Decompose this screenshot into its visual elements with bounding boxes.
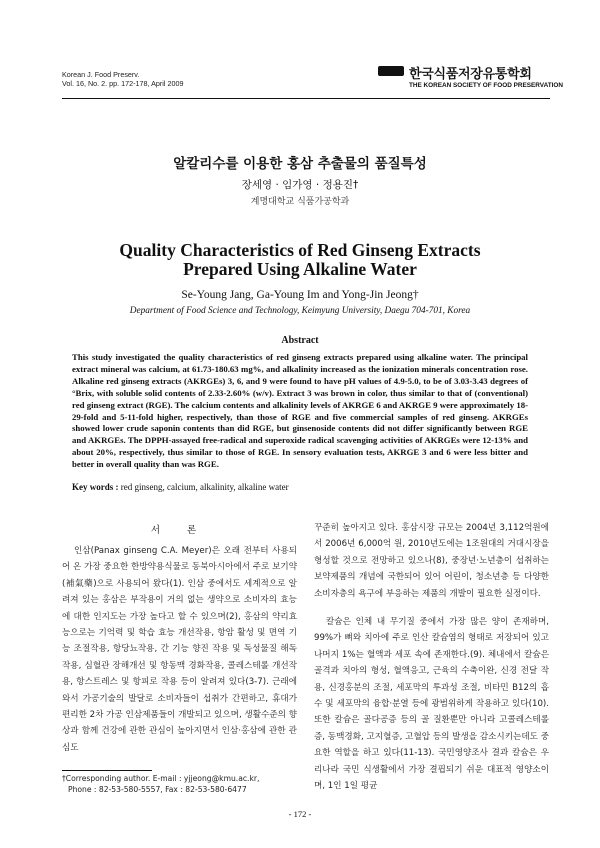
journal-name: Korean J. Food Preserv. [62, 70, 140, 79]
affiliation-korean: 계명대학교 식품가공학과 [250, 197, 350, 207]
affiliation-english: Department of Food Science and Technology, Keimyung University, Daegu 704-701, Korea [129, 306, 471, 316]
header-divider [62, 98, 550, 99]
footnote-divider [62, 770, 152, 771]
authors-korean: 장세영 · 임가영 · 정용진† [241, 179, 359, 191]
keywords [72, 482, 528, 492]
footnote-email: †Corresponding author. E-mail : yjjeong@kmu.ac.kr, [62, 774, 260, 783]
title-english [0, 241, 600, 279]
journal-volume: Vol. 16, No. 2. pp. 172-178, April 2009 [62, 79, 184, 88]
body-paragraph: 칼슘은 인체 내 무기질 중에서 가장 많은 양이 존재하며, 99%가 뼈와 치아에 주로 인산 칼슘염의 형태로 저장되어 있고 나머지 1%는 혈액과 세포 속에 존재한다.(9). 체내에서 칼슘은 골격과 치아의 형성, 혈액응고, 근육의 수축이완, 신경 전달 작용, 신경홍분의 조절, 세포막의 투과성 조절, 비타민 B12의 흡수 및 세포막의 융합·분열 등에 광범위하게 작용하고 있다(10). 또한 칼슘은 골다공증 등의 골 질환뿐만 아니라 고콜레스테롤증, 동맥경화, 고지혈증, 고혈압 등의 발생을 감소시키는데도 중요한 역할을 하고 있다(11-13). 국민영양조사 결과 칼슘은 우리나라 국민 식생활에서 가장 결핍되기 쉬운 대표적 영양소이며, 1인 1일 평균 [314, 617, 549, 792]
society-logo [378, 64, 563, 100]
title-korean: 알칼리수를 이용한 홍삼 추출물의 품질특성 [173, 156, 427, 172]
footnote-phone: Phone : 82-53-580-5557, Fax : 82-53-580-6477 [68, 785, 247, 794]
title-english-text: Quality Characteristics of Red Ginseng Extracts Prepared Using Alkaline Water [119, 240, 481, 279]
keywords-label: Key words : [72, 482, 119, 492]
body-paragraph: 꾸준히 높아지고 있다. 홍삼시장 규모는 2004년 3,112억원에서 2006년 6,000억 원, 2010년도에는 1조원대의 거대시장을 형성할 것으로 전망하고 있으나(8), 중장년·노년층이 섭취하는 보약제품의 개념에 국한되어 있어 어린이, 청소년층 등 다양한 소비자층의 욕구에 부응하는 제품의 개발이 필요한 실정이다. [314, 523, 549, 599]
keywords-list: red ginseng, calcium, alkalinity, alkaline water [120, 482, 289, 492]
authors-english: Se-Young Jang, Ga-Young Im and Yong-Jin Jeong† [181, 289, 419, 301]
body-paragraph: 인삼(Panax ginseng C.A. Meyer)은 오래 전부터 사용되어 온 가장 중요한 한방약용식물로 동북아시아에서 주로 보기약(補氣藥)으로 사용되어 왔다(1). 인삼 중에서도 세계적으로 알려져 있는 홍삼은 부작용이 거의 없는 생약으로 소비자의 효능에 대한 인지도는 가장 높다고 할 수 있으며(2), 홍삼의 약리효능으로는 기억력 및 학습 효능 개선작용, 항암 활성 및 면역 기능 조절작용, 항당뇨작용, 간 기능 향진 작용 및 독성물질 해독작용, 심혈관 장해개선 및 항동맥 경화작용, 콜레스테롤 개선작용, 항스트레스 및 항피로 작용 등이 알려져 있다(3-7). 근래에 와서 가공기술의 발달로 소비자들이 섭취가 간편하고, 휴대가 편리한 2차 가공 인삼제품들이 개발되고 있으며, 생활수준의 향상과 함께 건강에 관한 관심이 높아지면서 인삼·홍삼에 관한 관심도 [62, 546, 297, 753]
page-number: - 172 - [288, 809, 312, 819]
journal-citation [62, 70, 183, 88]
body-right-column [314, 520, 549, 795]
society-name-korean: 한국식품저장유통학회 [409, 67, 532, 82]
society-emblem-icon [378, 66, 404, 76]
section-heading-introduction: 서 론 [150, 525, 209, 536]
footnote [62, 773, 322, 795]
abstract-body: This study investigated the quality characteristics of red ginseng extracts prepared using alkaline water. The principal extract mineral was calcium, at 61.73-180.63 mg%, and alkalinity increased as the ionization minerals concentration rose. Alkaline red ginseng extracts (AKRGEs) 3, 6, and 9 were found to have pH values of 4.9-5.0, to be of 3.03-3.43 degrees of °Brix, with soluble solid contents of 2.33-2.60% (w/v). Extract 3 was brown in color, thus similar to that of (conventional) red ginseng extract (RGE). The calcium contents and alkalinity levels of AKRGE 6 and AKRGE 9 were approximately 18-29-fold and 5-11-fold higher, respectively, than those of RGE and five commercial samples of red ginseng. AKRGEs showed lower crude saponin contents than did RGE, but ginsenoside contents did not differ significantly between RGE and AKRGEs. The DPPH-assayed free-radical and superoxide radical scavenging activities of AKRGEs were 12-13% and about 20%, respectively, thus similar to those of RGE. In sensory evaluation tests, AKRGE 3 and 6 were less bitter and better in overall quality than was RGE. [72, 352, 528, 470]
abstract-heading: Abstract [281, 335, 319, 346]
body-left-column [62, 543, 297, 756]
society-name-english: THE KOREAN SOCIETY OF FOOD PRESERVATION [409, 82, 563, 89]
